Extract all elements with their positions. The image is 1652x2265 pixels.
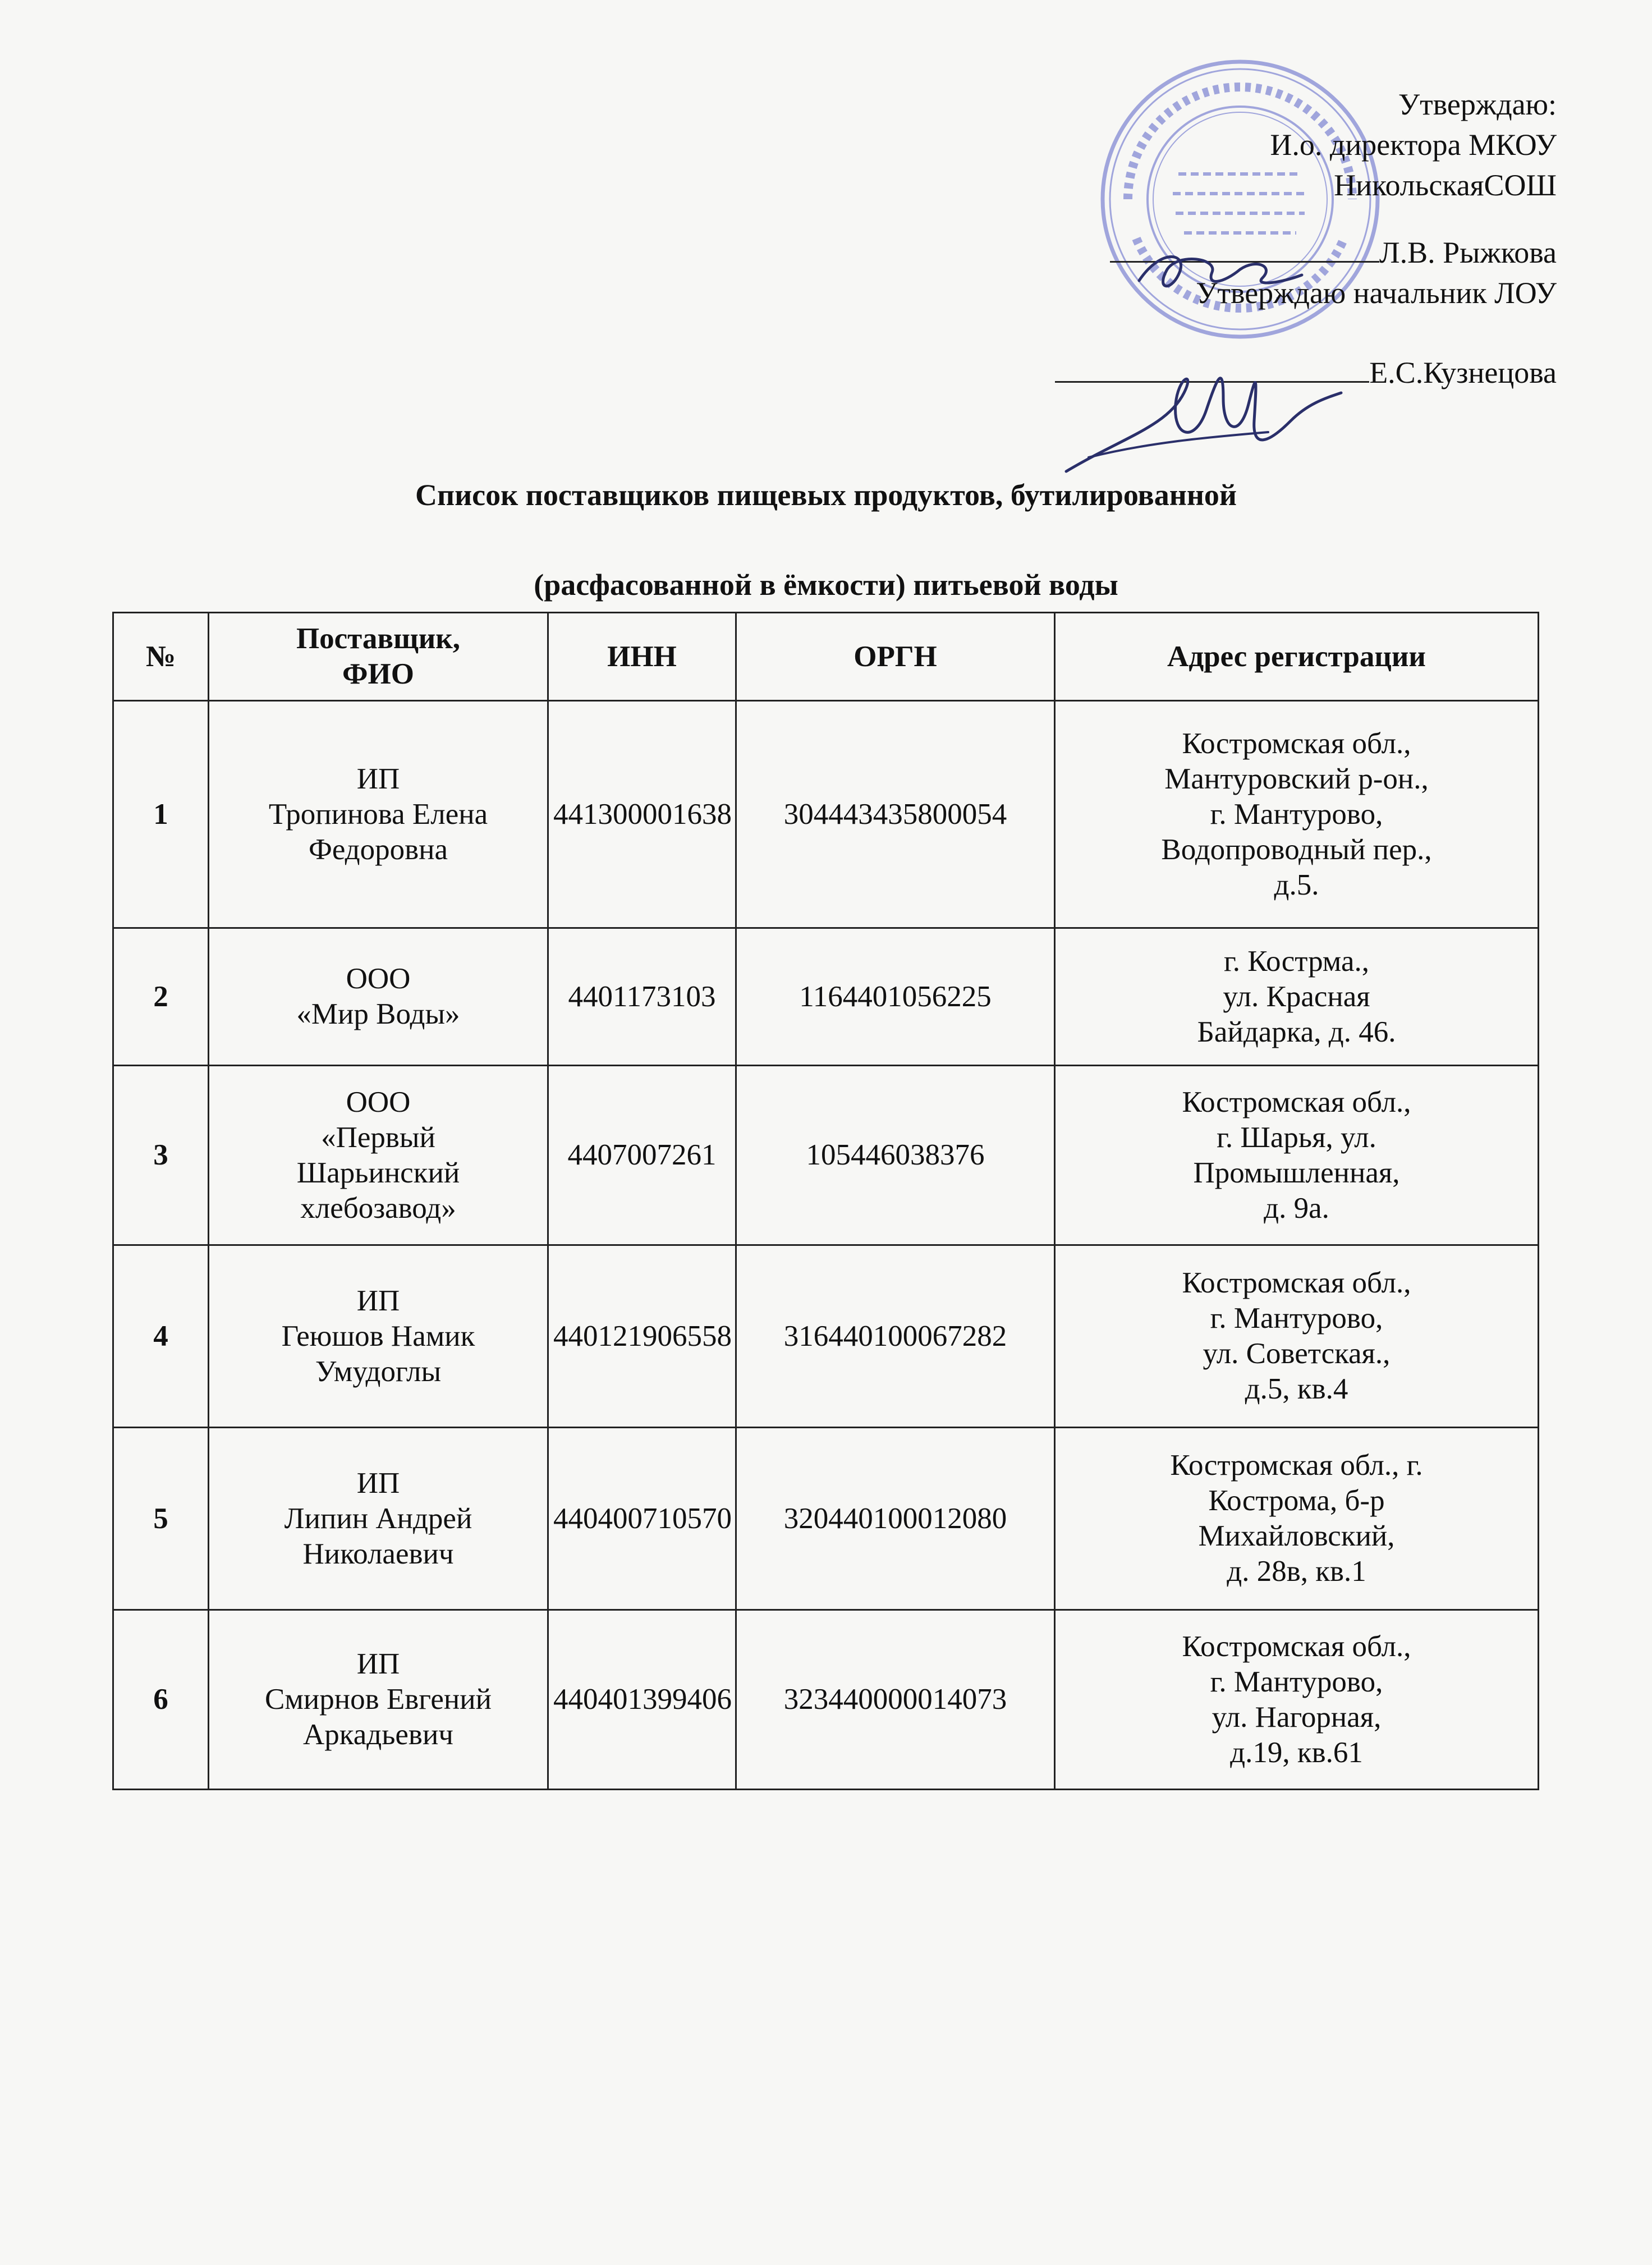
supplier-line: Геюшов Намик <box>281 1319 475 1352</box>
address-line: г. Мантурово, <box>1210 1302 1383 1335</box>
table-row <box>113 1066 1539 1245</box>
row-inn: 440401399406 <box>548 1610 736 1790</box>
address-line: д.5, кв.4 <box>1245 1373 1348 1405</box>
address-line: Костромская обл., <box>1182 1630 1411 1663</box>
address-line: г. Шарья, ул. <box>1217 1121 1376 1154</box>
row-address <box>1055 1245 1539 1428</box>
address-line: Кострома, б-р <box>1208 1484 1385 1517</box>
address-line: г. Мантурово, <box>1210 1665 1383 1698</box>
row-address <box>1055 1610 1539 1790</box>
table-header-row <box>113 613 1539 701</box>
row-supplier <box>209 1245 548 1428</box>
address-line: д.19, кв.61 <box>1230 1736 1363 1769</box>
approval-signer-1 <box>1052 232 1557 273</box>
supplier-line: ИП <box>356 1648 400 1680</box>
row-ogrn: 316440100067282 <box>736 1245 1055 1428</box>
row-supplier <box>209 701 548 928</box>
address-line: Водопроводный пер., <box>1161 833 1432 866</box>
row-ogrn: 105446038376 <box>736 1066 1055 1245</box>
address-line: Костромская обл., <box>1182 727 1411 760</box>
supplier-line: ИП <box>356 1284 400 1317</box>
row-ogrn: 323440000014073 <box>736 1610 1055 1790</box>
row-inn: 4407007261 <box>548 1066 736 1245</box>
table-row <box>113 928 1539 1066</box>
supplier-line: хлебозавод» <box>300 1191 456 1225</box>
header-address: Адрес регистрации <box>1055 613 1539 701</box>
title-line-2: (расфасованной в ёмкости) питьевой воды <box>534 568 1118 602</box>
row-address <box>1055 928 1539 1066</box>
header-number: № <box>113 613 209 701</box>
row-address <box>1055 1428 1539 1610</box>
row-inn: 441300001638 <box>548 701 736 928</box>
table-row <box>113 701 1539 928</box>
approval-label: Утверждаю: <box>1398 88 1557 121</box>
supplier-line: Липин Андрей <box>284 1502 472 1535</box>
signer-1-name: Л.В. Рыжкова <box>1379 236 1557 269</box>
row-number: 1 <box>113 701 209 928</box>
row-supplier <box>209 928 548 1066</box>
address-line: Михайловский, <box>1198 1520 1395 1552</box>
row-inn: 4401173103 <box>548 928 736 1066</box>
supplier-line: Аркадьевич <box>303 1718 453 1751</box>
header-ogrn: ОРГН <box>736 613 1055 701</box>
header-supplier <box>209 613 548 701</box>
approval-position: И.о. директора МКОУ <box>1270 128 1557 162</box>
row-address <box>1055 701 1539 928</box>
suppliers-table <box>112 612 1539 1790</box>
address-line: Промышленная, <box>1193 1156 1400 1189</box>
address-line: г. Мантурово, <box>1210 797 1383 831</box>
supplier-line: «Мир Воды» <box>296 998 460 1030</box>
approval-signer-2 <box>1052 352 1557 393</box>
supplier-line: Шарьинский <box>296 1156 460 1189</box>
header-supplier-line: Поставщик, <box>296 622 461 655</box>
document-title <box>0 474 1652 606</box>
supplier-line: Смирнов Евгений <box>265 1683 492 1716</box>
supplier-line: Федоровна <box>308 833 448 866</box>
address-line: ул. Нагорная, <box>1212 1700 1382 1734</box>
row-ogrn: 1164401056225 <box>736 928 1055 1066</box>
supplier-line: Умудоглы <box>315 1355 442 1388</box>
row-ogrn: 320440100012080 <box>736 1428 1055 1610</box>
supplier-line: Тропинова Елена <box>268 797 488 831</box>
row-number: 4 <box>113 1245 209 1428</box>
address-line: Мантуровский р-он., <box>1164 762 1429 795</box>
row-number: 5 <box>113 1428 209 1610</box>
address-line: г. Кострма., <box>1223 944 1370 978</box>
row-ogrn: 304443435800054 <box>736 701 1055 928</box>
supplier-line: ИП <box>356 762 400 795</box>
approval-block <box>1052 84 1557 393</box>
title-line-1: Список поставщиков пищевых продуктов, бутилированной <box>415 478 1237 512</box>
address-line: д.5. <box>1274 868 1319 901</box>
approval-organization: НикольскаяСОШ <box>1334 168 1557 202</box>
table-row <box>113 1610 1539 1790</box>
address-line: Байдарка, д. 46. <box>1197 1015 1396 1048</box>
row-supplier <box>209 1066 548 1245</box>
address-line: ул. Советская., <box>1203 1337 1391 1370</box>
address-line: ул. Красная <box>1223 980 1370 1013</box>
row-inn: 440121906558 <box>548 1245 736 1428</box>
row-inn: 440400710570 <box>548 1428 736 1610</box>
supplier-line: ООО <box>346 1085 411 1118</box>
row-supplier <box>209 1428 548 1610</box>
row-number: 6 <box>113 1610 209 1790</box>
address-line: д. 28в, кв.1 <box>1227 1555 1366 1588</box>
address-line: Костромская обл., <box>1182 1085 1411 1118</box>
row-supplier <box>209 1610 548 1790</box>
supplier-line: «Первый <box>321 1121 435 1154</box>
address-line: д. 9а. <box>1264 1191 1329 1225</box>
table-row <box>113 1245 1539 1428</box>
row-number: 3 <box>113 1066 209 1245</box>
approval-second-position: Утверждаю начальник ЛОУ <box>1196 276 1557 310</box>
row-number: 2 <box>113 928 209 1066</box>
address-line: Костромская обл., <box>1182 1267 1411 1299</box>
signer-2-name: Е.С.Кузнецова <box>1369 356 1557 389</box>
supplier-line: ООО <box>346 962 411 995</box>
header-inn: ИНН <box>548 613 736 701</box>
supplier-line: Николаевич <box>302 1537 454 1570</box>
table-row <box>113 1428 1539 1610</box>
row-address <box>1055 1066 1539 1245</box>
supplier-line: ИП <box>356 1466 400 1500</box>
address-line: Костромская обл., г. <box>1170 1449 1423 1482</box>
header-supplier-line: ФИО <box>342 658 414 690</box>
